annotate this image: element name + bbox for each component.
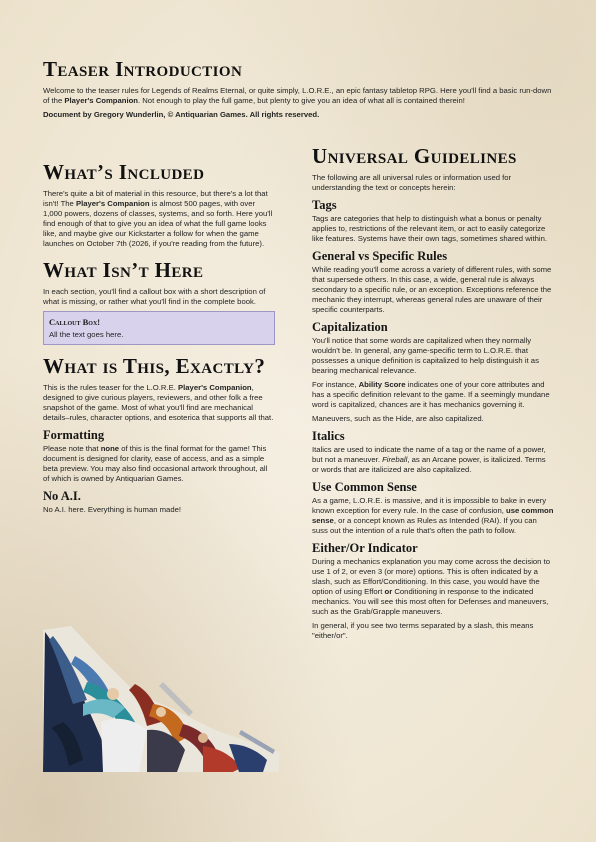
universal-intro: The following are all universal rules or information used for understanding the text or concepts herein:	[312, 173, 512, 192]
intro-text-bold: Player's Companion	[64, 96, 138, 105]
italics-heading: Italics	[312, 429, 345, 443]
capitalization-paragraph-2	[312, 380, 554, 410]
ital-text-a: Italics are used to indicate the name of a tag or the name of a power, but not a maneuver.	[312, 445, 546, 464]
ital-text-c: , as an Arcane power, is italicized. Terms or words that are italicized are also capitalized.	[312, 455, 546, 474]
general-specific-paragraph: While reading you'll come across a variety of different rules, with some that supersede others. In this case, a wide, general rule is always secondary to a specific rule, or an exception. Exceptions reference the mechanic they interrupt, whereas general rules are unaware of their specific counterparts.	[312, 265, 552, 314]
formatting-text-bold: none	[100, 444, 120, 453]
tags-heading: Tags	[312, 198, 337, 212]
ucs-text-bold: use common sense	[312, 506, 554, 525]
cap-text-bold: Ability Score	[358, 380, 406, 389]
formatting-paragraph	[43, 444, 275, 484]
common-sense-paragraph	[312, 496, 554, 536]
either-or-paragraph-1	[312, 557, 554, 617]
callout-box	[43, 311, 275, 345]
either-or-heading: Either/Or Indicator	[312, 541, 418, 555]
what-is-paragraph	[43, 383, 275, 423]
capitalization-heading: Capitalization	[312, 320, 388, 334]
what-is-text-bold: Player's Companion	[178, 383, 252, 392]
ital-text-italic: Fireball	[382, 455, 408, 464]
included-paragraph	[43, 189, 275, 249]
included-text-c: is almost 500 pages, with over 1,000 powers, dozens of classes, systems, and so forth. Here you'll find enough of that to give you an idea of what the full game looks like, and maybe give our Kickstarter a follow for when the game launches on October 7th (2026, if you're reading from the future).	[43, 199, 273, 248]
ucs-text-a: As a game, L.O.R.E. is massive, and it is impossible to bake in every known exception for every rule. In the case of confusion,	[312, 496, 547, 515]
capitalization-paragraph-1: You'll notice that some words are capitalized when they normally wouldn't be. In general, any game-specific term to L.O.R.E. that possesses a unique definition is capitalized to help distinguish it as bearing mechanical relevance.	[312, 336, 539, 375]
intro-title: Teaser Introduction	[43, 57, 243, 81]
universal-title: Universal Guidelines	[312, 144, 517, 168]
italics-paragraph	[312, 445, 554, 475]
not-here-title: What Isn’t Here	[43, 258, 204, 282]
intro-text-c: . Not enough to play the full game, but plenty to give you an idea of what all is contained therein!	[137, 96, 465, 105]
not-here-paragraph: In each section, you'll find a callout box with a short description of what is missing, or rather what you'll find in the complete book.	[43, 287, 266, 306]
intro-section	[43, 58, 555, 124]
either-or-paragraph-2: In general, if you see two terms separated by a slash, this means "either/or".	[312, 621, 534, 640]
eo-text-bold: or	[384, 587, 393, 596]
cap-text-c: indicates one of your core attributes and has a specific definition relevant to the game. If a seemingly mundane word is capitalized, chances are it has mechanics governing it.	[312, 380, 550, 409]
what-is-title: What is This, Exactly?	[43, 354, 266, 378]
formatting-heading: Formatting	[43, 428, 105, 442]
noai-heading: No A.I.	[43, 489, 81, 503]
common-sense-heading: Use Common Sense	[312, 480, 417, 494]
what-is-text-c: , designed to give curious players, reviewers, and other folk a free snapshot of the game. Most of what you'll find are mechanical details–rules, character options, and esoterica that supports all that.	[43, 383, 274, 422]
included-text-bold: Player's Companion	[75, 199, 150, 208]
formatting-text-c: of this is the final format for the game! This document is designed for clarity, ease of access, and as a simple beta preview. You may also find occasional artwork throughout, all of which is owned by Antiquarian Games.	[43, 444, 268, 483]
intro-credit: Document by Gregory Wunderlin, © Antiquarian Games. All rights reserved.	[43, 110, 320, 119]
general-specific-heading: General vs Specific Rules	[312, 249, 448, 263]
intro-text-a: Welcome to the teaser rules for Legends of Realms Eternal, or quite simply, L.O.R.E., an epic fantasy tabletop RPG. Here you'll find a basic run-down of the	[43, 86, 552, 105]
noai-paragraph: No A.I. here. Everything is human made!	[43, 505, 182, 514]
left-column	[43, 161, 275, 519]
character-artwork	[43, 626, 279, 772]
eo-text-a: During a mechanics explanation you may come across the decision to use 1 of 2, or even 3 (or more) options. This is often indicated by a slash, such as Effort/Conditioning. In this case, you would have the option of using Effort	[312, 557, 551, 596]
formatting-text-a: Please note that	[43, 444, 101, 453]
callout-title: Callout Box!	[49, 317, 101, 327]
cap-text-a: For instance,	[312, 380, 359, 389]
intro-paragraph	[43, 86, 555, 106]
what-is-text-a: This is the rules teaser for the L.O.R.E.	[43, 383, 179, 392]
right-column	[312, 145, 554, 645]
capitalization-paragraph-3: Maneuvers, such as the Hide, are also capitalized.	[312, 414, 484, 423]
eo-text-c: Conditioning in response to the indicated mechanics. You will see this most often for Defenses and maneuvers, such as the Grab/Grapple maneuvers.	[312, 587, 549, 616]
included-text-a: There's quite a bit of material in this resource, but there's a lot that isn't! The	[43, 189, 268, 208]
ucs-text-c: , or a concept known as Rules as Intended (RAI). If you can suss out the intention of a rule that's often the path to follow.	[312, 516, 537, 535]
tags-paragraph: Tags are categories that help to distinguish what a bonus or penalty applies to, restrictions of the relevant item, or act to easily categorize like features. Systems have their own tags, sometimes shared within.	[312, 214, 547, 243]
callout-text: All the text goes here.	[49, 330, 124, 339]
included-title: What’s Included	[43, 160, 205, 184]
